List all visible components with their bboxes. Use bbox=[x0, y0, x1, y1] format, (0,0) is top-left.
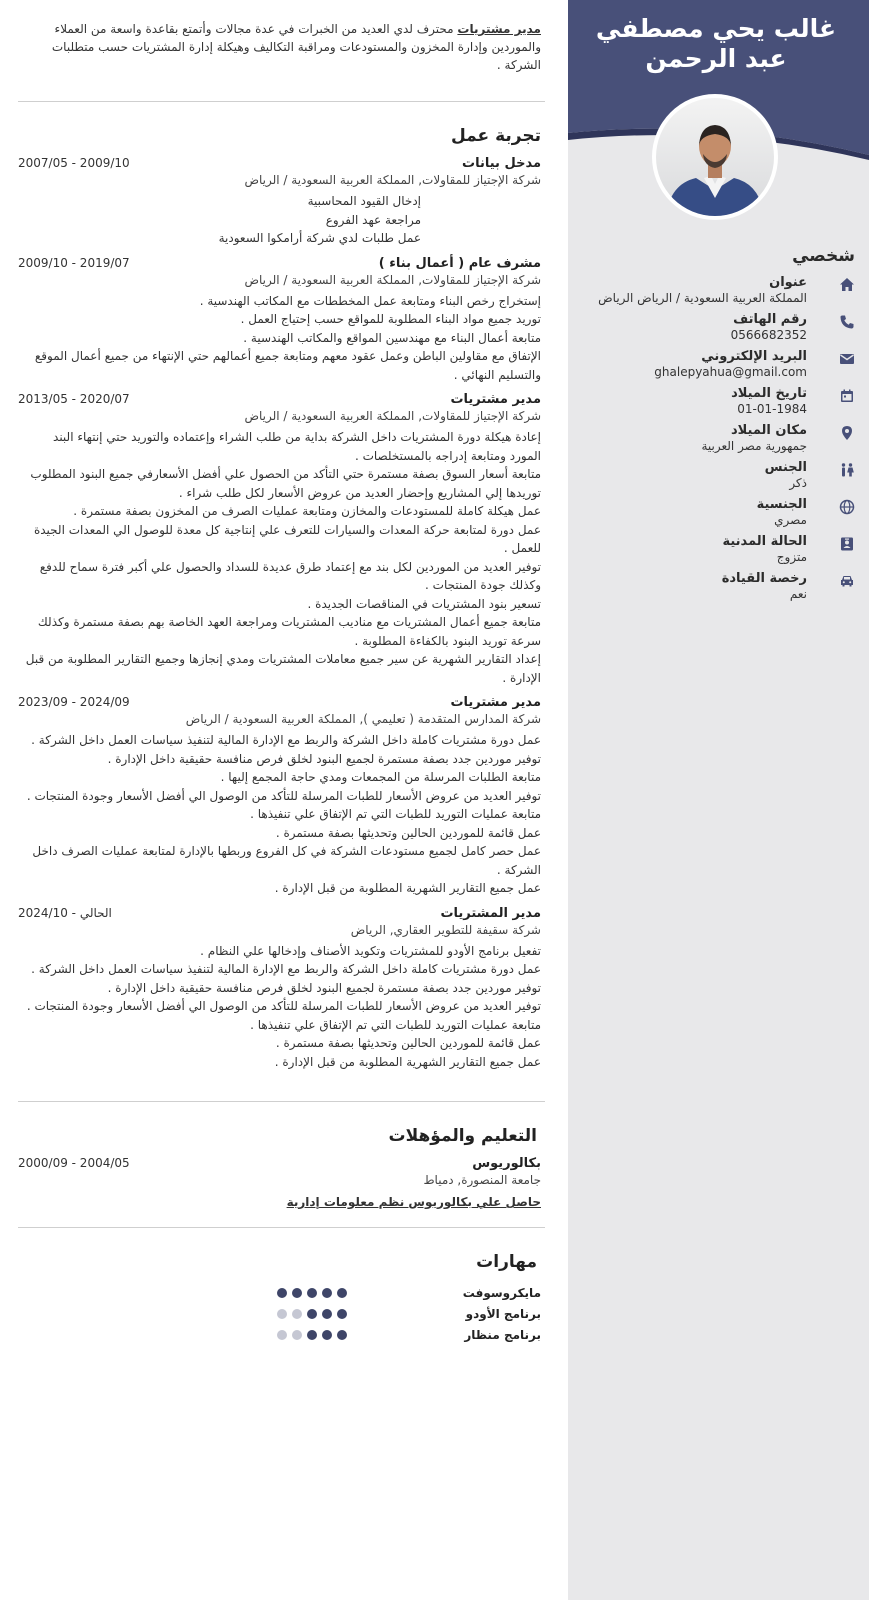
duty-item: إدخال القيود المحاسبية bbox=[307, 194, 421, 208]
duty-item: عمل دورة لمتابعة حركة المعدات والسيارات للتعرف علي إنتاجية كل معدة للوصول الي المعدات الجيدة للعمل . bbox=[33, 522, 541, 555]
info-email: البريد الإلكتروني ghalepyahua@gmail.com bbox=[580, 348, 855, 380]
duty-item: تسعير بنود المشتريات في المناقصات الجديدة . bbox=[307, 596, 541, 611]
education-note: حاصل علي بكالوريوس نظم معلومات إدارية bbox=[286, 1195, 541, 1209]
skill-dot-empty bbox=[277, 1330, 287, 1340]
duty-item: متابعة أسعار السوق بصفة مستمرة حتي التأكد من الحصول علي أفضل الأسعارفي جميع البنود المطلوب توريدها إلي المشاريع وإحضار العديد من عروض الأسعار لكل طلب شراء . bbox=[30, 467, 541, 500]
info-address: عنوان المملكة العربية السعودية / الرياض الرياض bbox=[580, 274, 855, 306]
duty-item: إعداد التقارير الشهرية عن سير جميع معاملات المشتريات ومدي إنجازها وجميع التقارير المطلوبة من قبل الإدارة . bbox=[25, 652, 541, 685]
skill-dot-filled bbox=[322, 1288, 332, 1298]
id-card-icon bbox=[839, 536, 855, 552]
divider bbox=[18, 1101, 545, 1102]
skill-dot-filled bbox=[337, 1330, 347, 1340]
job-title: مدخل بيانات bbox=[462, 156, 541, 171]
job-duties bbox=[18, 428, 541, 687]
duty-item: عمل حصر كامل لجميع مستودعات الشركة في كل الفروع وربطها بالإدارة لمتابعة عمليات الصرف داخل الشركة . bbox=[32, 844, 541, 877]
candidate-name: غالب يحي مصطفي عبد الرحمن bbox=[595, 14, 837, 73]
job-entry bbox=[18, 392, 545, 687]
duty-item: عمل دورة مشتريات كاملة داخل الشركة والربط مع الإدارة المالية لتنفيذ سياسات العمل داخل الشركة . bbox=[31, 733, 541, 747]
job-date: 2009/10 - 2019/07 bbox=[18, 255, 130, 270]
duty-item: عمل جميع التقارير الشهرية المطلوبة من قبل الإدارة . bbox=[274, 881, 541, 895]
duty-item: عمل طلبات لدي شركة أرامكوا السعودية bbox=[218, 231, 421, 245]
duty-item: توفير العديد من عروض الأسعار للطبات المرسلة للتأكد من الوصول الي أفضل الأسعار وجودة المنتجات . bbox=[26, 999, 541, 1013]
job-title: مدير مشتريات bbox=[450, 392, 541, 407]
info-phone: رقم الهاتف 0566682352 bbox=[580, 311, 855, 343]
profile-photo bbox=[652, 94, 778, 220]
duty-item: توفير موردين جدد بصفة مستمرة لجميع البنود لخلق فرص منافسة حقيقية داخل الإدارة . bbox=[107, 751, 541, 766]
job-title: مشرف عام ( أعمال بناء ) bbox=[378, 255, 541, 271]
job-entry bbox=[18, 156, 545, 248]
education-section bbox=[18, 1126, 545, 1209]
skills-title: مهارات bbox=[476, 1252, 537, 1272]
skill-dot-filled bbox=[322, 1330, 332, 1340]
sidebar bbox=[568, 0, 869, 1600]
job-company: شركة الإجتياز للمقاولات, المملكة العربية السعودية / الرياض bbox=[244, 272, 541, 287]
job-title: مدير مشتريات bbox=[450, 695, 541, 710]
job-date: 2013/05 - 2020/07 bbox=[18, 392, 130, 406]
main-content bbox=[18, 0, 545, 1345]
personal-section bbox=[580, 246, 855, 607]
duty-item: عمل قائمة للموردين الحالين وتحديثها بصفة مستمرة . bbox=[275, 825, 541, 840]
skill-dot-filled bbox=[322, 1309, 332, 1319]
skill-rating bbox=[277, 1309, 347, 1319]
location-pin-icon bbox=[839, 425, 855, 441]
skill-dot-filled bbox=[292, 1288, 302, 1298]
avatar bbox=[656, 98, 774, 216]
skill-row bbox=[18, 1324, 541, 1345]
job-date: 2024/10 - الحالي bbox=[18, 905, 112, 920]
divider bbox=[18, 101, 545, 102]
info-driving-license: رخصة القيادة نعم bbox=[580, 570, 855, 602]
skill-dot-filled bbox=[307, 1309, 317, 1319]
education-school: جامعة المنصورة, دمياط bbox=[423, 1173, 541, 1187]
skill-dot-filled bbox=[277, 1288, 287, 1298]
info-birth-date: تاريخ الميلاد 01-01-1984 bbox=[580, 385, 855, 417]
globe-icon bbox=[839, 499, 855, 515]
skill-row bbox=[18, 1303, 541, 1324]
education-degree: بكالوريوس bbox=[472, 1156, 541, 1171]
duty-item: تفعيل برنامج الأودو للمشتريات وتكويد الأصناف وإدخالها علي النظام . bbox=[200, 943, 541, 958]
duty-item: توفير العديد من عروض الأسعار للطبات المرسلة للتأكد من الوصول الي أفضل الأسعار وجودة المنتجات . bbox=[26, 788, 541, 803]
job-duties bbox=[18, 292, 541, 385]
duty-item: متابعة جميع أعمال المشتريات مع مناديب المشتريات ومراجعة العهد الخاصة بهم بصفة مستمرة وكذلك سرعة توريد البنود بالكفاءة المطلوبة . bbox=[37, 615, 541, 648]
skill-name: مايكروسوفت bbox=[462, 1285, 541, 1300]
duty-item: إستخراج رخص البناء ومتابعة عمل المخططات مع المكاتب الهندسية . bbox=[199, 293, 541, 308]
summary-text: محترف لدي العديد من الخبرات في عدة مجالات وأتمتع بقاعدة واسعة من العملاء والموردين وإدارة المخزون والمستودعات ومراقبة التكاليف وهيكلة إدارة المشتريات حسب متطلبات الشركة . bbox=[51, 22, 541, 72]
job-entry bbox=[18, 256, 545, 385]
skill-rating bbox=[277, 1330, 347, 1340]
calendar-icon bbox=[839, 388, 855, 404]
profile-summary bbox=[18, 20, 545, 74]
job-date: 2023/09 - 2024/09 bbox=[18, 695, 130, 709]
duty-item: توريد جميع مواد البناء المطلوبة للمواقع حسب إحتياج العمل . bbox=[240, 312, 541, 326]
skill-dot-filled bbox=[337, 1309, 347, 1319]
duty-item: الإتفاق مع مقاولين الباطن وعمل عقود معهم ومتابعة جميع أعمالهم حتي الإنتهاء من جميع أعمال الموقع والتسليم النهائي . bbox=[34, 349, 541, 382]
info-marital-status: الحالة المدنية متزوج bbox=[580, 533, 855, 565]
education-date: 2000/09 - 2004/05 bbox=[18, 1156, 130, 1170]
email-icon bbox=[839, 351, 855, 367]
car-icon bbox=[839, 573, 855, 589]
gender-icon bbox=[839, 462, 855, 478]
info-nationality: الجنسية مصري bbox=[580, 496, 855, 528]
skill-dot-empty bbox=[292, 1330, 302, 1340]
duty-item: عمل دورة مشتريات كاملة داخل الشركة والربط مع الإدارة المالية لتنفيذ سياسات العمل داخل الشركة . bbox=[31, 962, 541, 976]
job-date: 2007/05 - 2009/10 bbox=[18, 156, 130, 170]
duty-item: متابعة أعمال البناء مع مهندسين المواقع والمكاتب الهندسية . bbox=[243, 330, 541, 345]
job-title: مدير المشتريات bbox=[440, 905, 541, 921]
duty-item: مراجعة عهد الفروع bbox=[325, 212, 421, 227]
duty-item: عمل قائمة للموردين الحالين وتحديثها بصفة مستمرة . bbox=[275, 1036, 541, 1050]
divider bbox=[18, 1227, 545, 1228]
skill-dot-empty bbox=[292, 1309, 302, 1319]
skill-name: برنامج منظار bbox=[464, 1327, 541, 1342]
experience-title: تجربة عمل bbox=[450, 126, 541, 146]
summary-lead: مدير مشتريات bbox=[457, 22, 541, 36]
duty-item: متابعة الطلبات المرسلة من المجمعات ومدي حاجة المجمع إليها . bbox=[220, 770, 541, 784]
job-company: شركة الإجتياز للمقاولات, المملكة العربية السعودية / الرياض bbox=[244, 173, 541, 187]
duty-item: متابعة عمليات التوريد للطبات التي تم الإتفاق علي تنفيذها . bbox=[250, 807, 541, 821]
skill-dot-filled bbox=[307, 1288, 317, 1298]
job-company: شركة المدارس المتقدمة ( تعليمي ), المملكة العربية السعودية / الرياض bbox=[185, 712, 541, 726]
duty-item: توفير العديد من الموردين لكل بند مع إعتماد طرق عديدة للسداد والحصول علي أكبر فترة سماح للدفع وكذلك جودة المنتجات . bbox=[39, 559, 541, 592]
duty-item: عمل جميع التقارير الشهرية المطلوبة من قبل الإدارة . bbox=[274, 1054, 541, 1069]
job-duties bbox=[18, 192, 541, 248]
education-title: التعليم والمؤهلات bbox=[388, 1126, 537, 1146]
skill-dot-filled bbox=[337, 1288, 347, 1298]
job-company: شركة سقيفة للتطوير العقاري, الرياض bbox=[350, 922, 541, 937]
skill-dot-filled bbox=[307, 1330, 317, 1340]
skill-rating bbox=[277, 1288, 347, 1298]
info-gender: الجنس ذكر bbox=[580, 459, 855, 491]
home-icon bbox=[839, 277, 855, 293]
skill-dot-empty bbox=[277, 1309, 287, 1319]
job-duties bbox=[18, 731, 541, 898]
job-company: شركة الإجتياز للمقاولات, المملكة العربية السعودية / الرياض bbox=[244, 409, 541, 423]
skills-section bbox=[18, 1252, 545, 1345]
phone-icon bbox=[839, 314, 855, 330]
duty-item: توفير موردين جدد بصفة مستمرة لجميع البنود لخلق فرص منافسة حقيقية داخل الإدارة . bbox=[107, 980, 541, 995]
experience-section bbox=[18, 126, 545, 1071]
duty-item: متابعة عمليات التوريد للطبات التي تم الإتفاق علي تنفيذها . bbox=[250, 1017, 541, 1032]
skill-row bbox=[18, 1282, 541, 1303]
skill-name: برنامج الأودو bbox=[465, 1306, 541, 1321]
education-entry bbox=[18, 1156, 541, 1209]
job-entry bbox=[18, 695, 545, 898]
duty-item: إعادة هيكلة دورة المشتريات داخل الشركة بداية من طلب الشراء وإعتماده والتوريد حتي إنتهاء البند المورد ومتابعة إدراجه بالمستخلصات . bbox=[53, 430, 541, 463]
info-birth-place: مكان الميلاد جمهورية مصر العربية bbox=[580, 422, 855, 454]
duty-item: عمل هيكلة كاملة للمستودعات والمخازن ومتابعة عمليات الصرف من المخزون بصفة مستمرة . bbox=[73, 504, 541, 518]
personal-title: شخصي bbox=[792, 246, 855, 266]
job-duties bbox=[18, 942, 541, 1072]
job-entry bbox=[18, 906, 545, 1072]
